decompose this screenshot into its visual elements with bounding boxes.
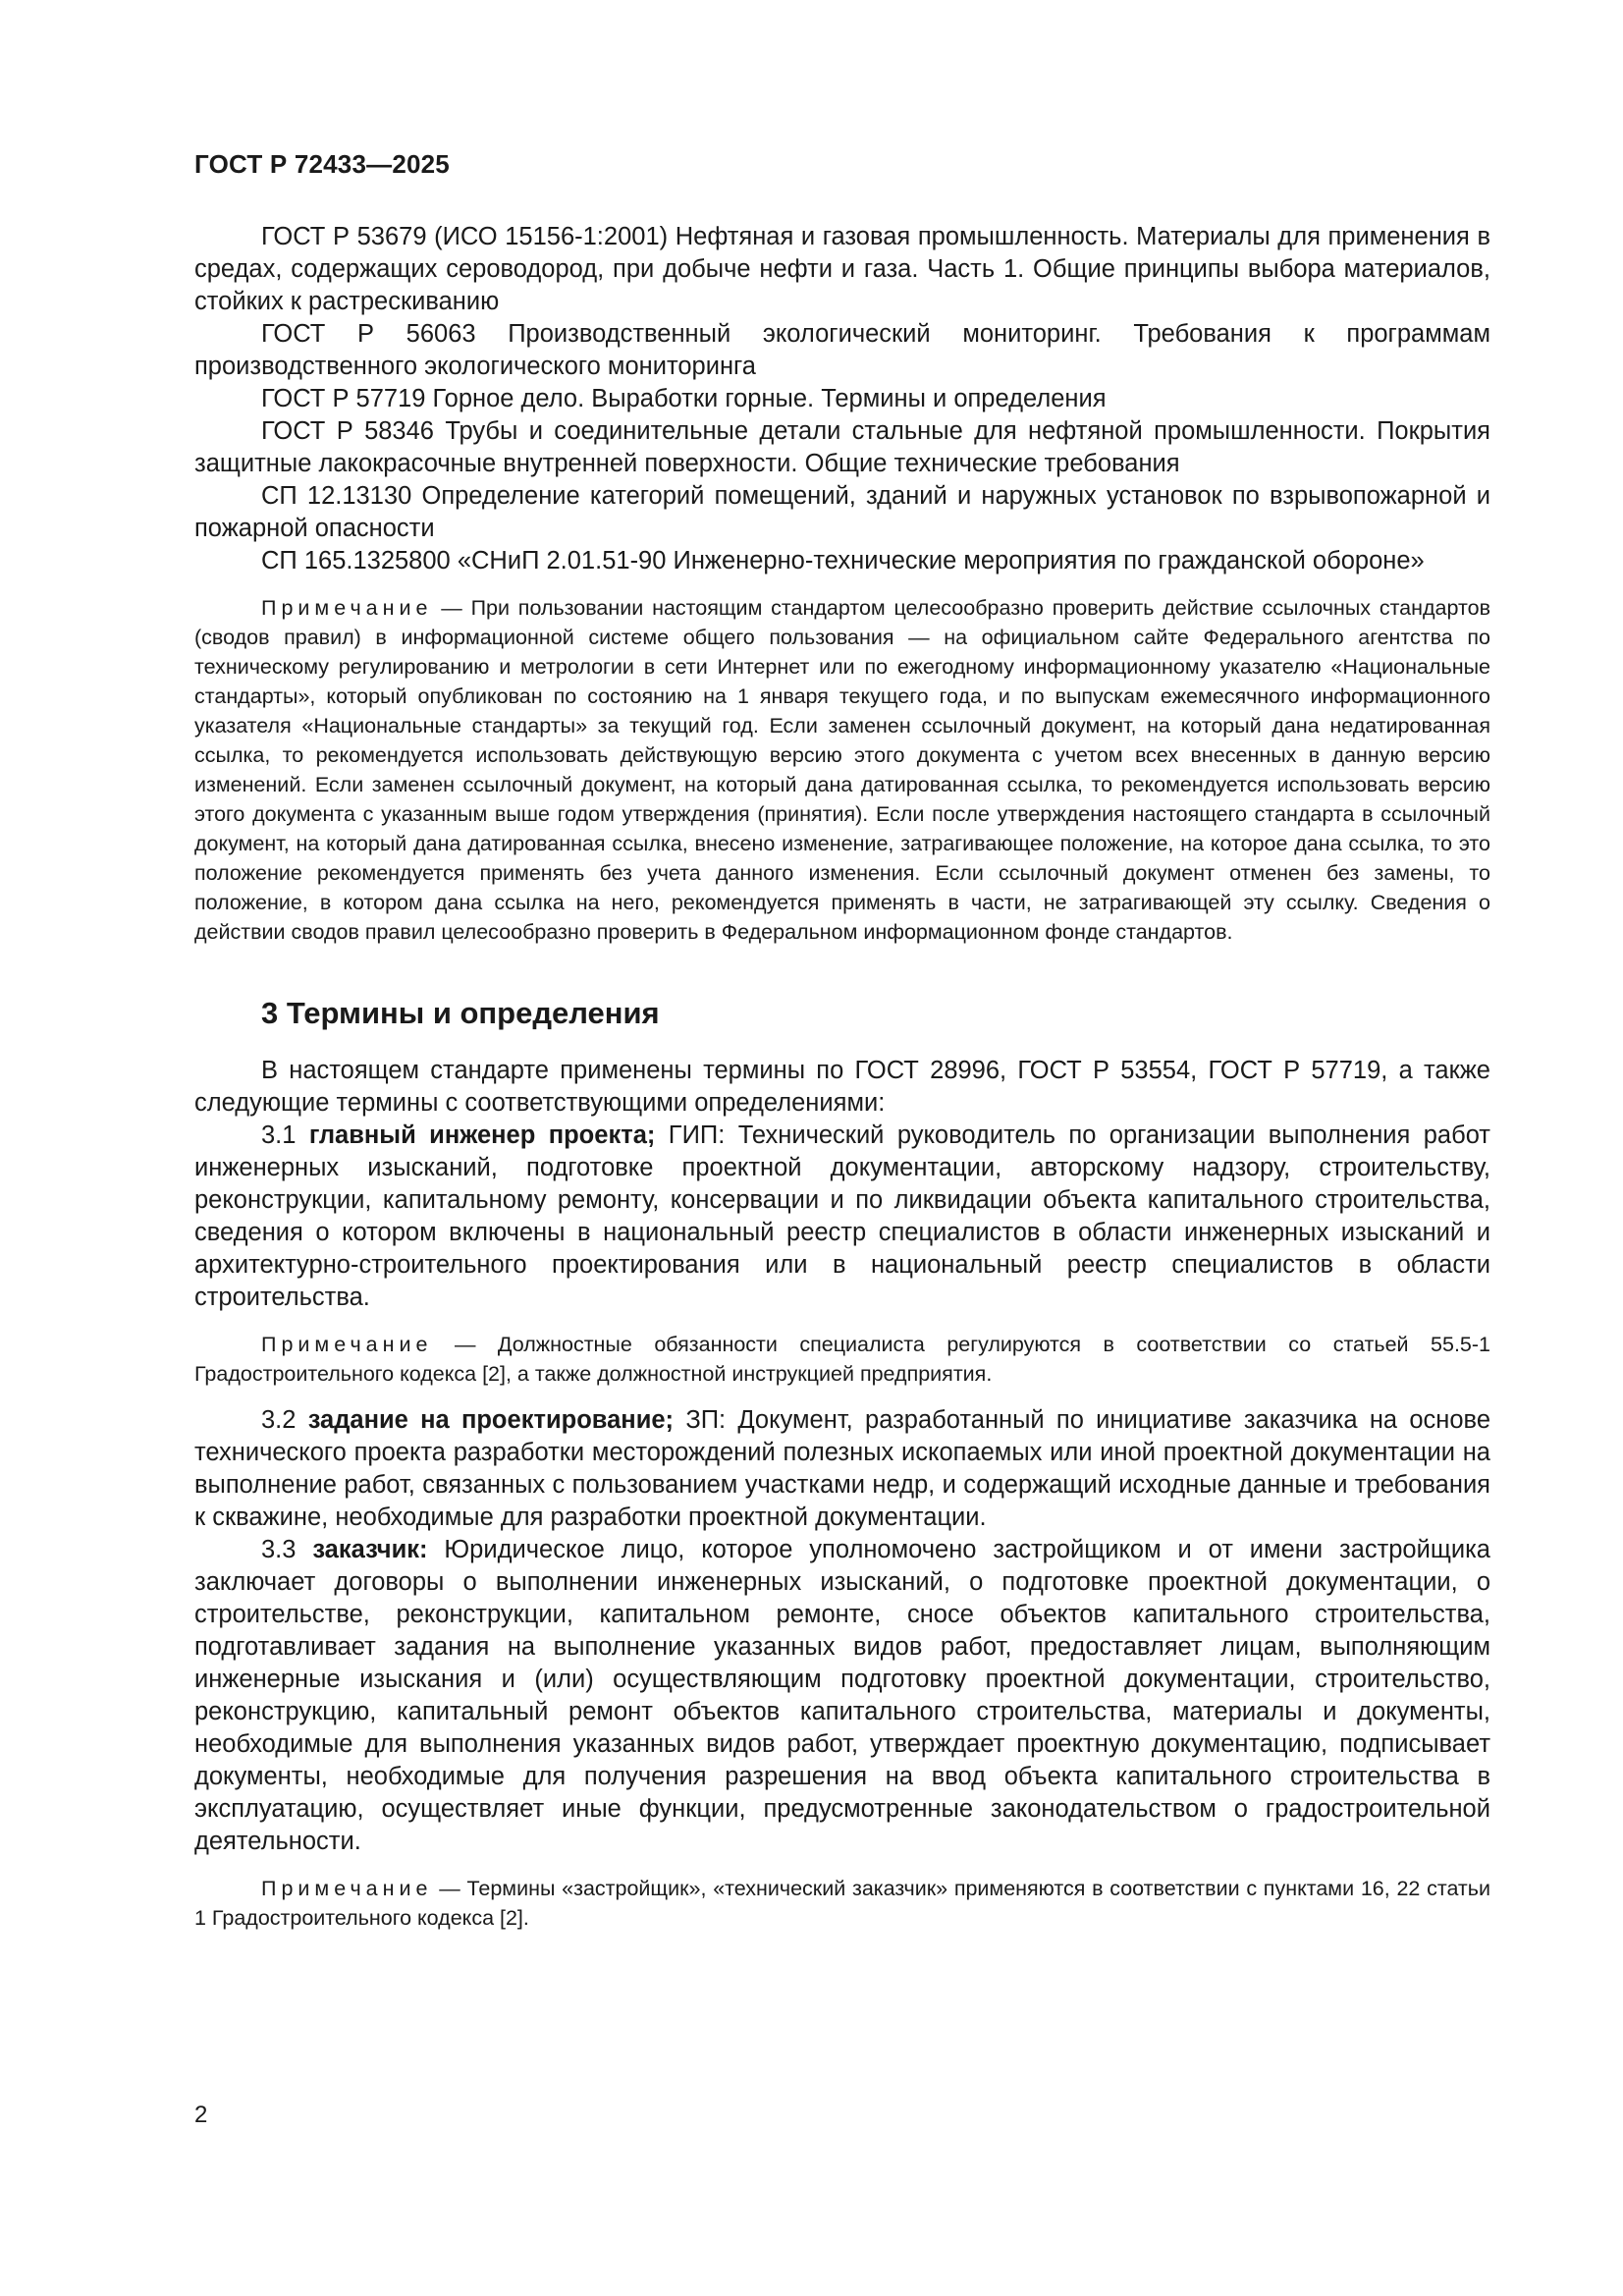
reference-item: ГОСТ Р 53679 (ИСО 15156-1:2001) Нефтяная и газовая промышленность. Материалы для применения в средах, содержащих сероводород, при добыче нефти и газа. Часть 1. Общие принципы выбора материалов, стойких к растрескиванию — [194, 223, 1490, 315]
reference-item: ГОСТ Р 57719 Горное дело. Выработки горные. Термины и определения — [261, 385, 1107, 412]
term-note — [194, 1330, 1490, 1389]
reference-item: ГОСТ Р 58346 Трубы и соединительные детали стальные для нефтяной промышленности. Покрытия защитные лакокрасочные внутренней поверхности. Общие технические требования — [194, 417, 1490, 477]
page-number: 2 — [194, 2102, 208, 2128]
section-title: 3 Термины и определения — [261, 996, 660, 1030]
term-entry — [194, 1120, 1490, 1314]
note-label: Примечание — [261, 1333, 433, 1356]
term-definition: ЗП: Документ, разработанный по инициативе заказчика на основе технического проекта разработки месторождений полезных ископаемых или иной проектной документации на выполнение работ, связанных с пользованием участками недр, и содержащий исходные данные и требования к скважине, необходимые для разработки проектной документации. — [194, 1406, 1491, 1531]
term-definition: ГИП: Технический руководитель по организации выполнения работ инженерных изысканий, подготовке проектной документации, авторскому надзору, строительству, реконструкции, капитальному ремонту, консервации и по ликвидации объекта капитального строительства, сведения о котором включены в национальный реестр специалистов в области инженерных изысканий и архитектурно-строительного проектирования или в национальный реестр специалистов в области строительства. — [194, 1121, 1490, 1311]
term-number: 3.2 — [261, 1406, 297, 1434]
reference-item: СП 165.1325800 «СНиП 2.01.51-90 Инженерно-технические мероприятия по гражданской обороне» — [261, 547, 1425, 574]
note-text: — При пользовании настоящим стандартом целесообразно проверить действие ссылочных стандартов (сводов правил) в информационной системе общего пользования — на официальном сайте Федерального агентства по техническому регулированию и метрологии в сети Интернет или по ежегодному информационному указателю «Национальные стандарты», который опубликован по состоянию на 1 января текущего года, и по выпускам ежемесячного информационного указателя «Национальные стандарты» за текущий год. Если заменен ссылочный документ, на который дана недатированная ссылка, то рекомендуется использовать действующую версию этого документа с учетом всех внесенных в данную версию изменений. Если заменен ссылочный документ, на который дана датированная ссылка, то рекомендуется использовать версию этого документа с указанным выше годом утверждения (принятия). Если после утверждения настоящего стандарта в ссылочный документ, на который дана датированная ссылка, внесено изменение, затрагивающее положение, на которое дана ссылка, то это положение рекомендуется применять без учета данного изменения. Если ссылочный документ отменен без замены, то положение, в котором дана ссылка на него, рекомендуется применять в части, не затрагивающей эту ссылку. Сведения о действии сводов правил целесообразно проверить в Федеральном информационном фонде стандартов. — [194, 596, 1490, 944]
references-note — [194, 593, 1490, 947]
note-text: — Должностные обязанности специалиста регулируются в соответствии со статьей 55.5-1 Градостроительного кодекса [2], а также должностной инструкцией предприятия. — [194, 1333, 1490, 1386]
note-label: Примечание — [261, 1877, 433, 1900]
document-code-header: ГОСТ Р 72433—2025 — [194, 149, 450, 179]
term-name: заказчик: — [312, 1536, 428, 1563]
section-intro: В настоящем стандарте применены термины по ГОСТ 28996, ГОСТ Р 53554, ГОСТ Р 57719, а также следующие термины с соответствующими определениями: — [194, 1057, 1490, 1117]
term-number: 3.3 — [261, 1536, 297, 1563]
reference-item: СП 12.13130 Определение категорий помещений, зданий и наружных установок по взрывопожарной и пожарной опасности — [194, 482, 1490, 542]
reference-item: ГОСТ Р 56063 Производственный экологический мониторинг. Требования к программам производственного экологического мониторинга — [194, 320, 1490, 380]
term-definition: Юридическое лицо, которое уполномочено застройщиком и от имени застройщика заключает договоры о выполнении инженерных изысканий, о подготовке проектной документации, о строительстве, реконструкции, капитальном ремонте, сносе объектов капитального строительства, подготавливает задания на выполнение указанных видов работ, предоставляет лицам, выполняющим инженерные изыскания и (или) осуществляющим подготовку проектной документации, строительство, реконструкцию, капитальный ремонт объектов капитального строительства, материалы и документы, необходимые для выполнения указанных видов работ, утверждает проектную документацию, подписывает документы, необходимые для получения разрешения на ввод объекта капитального строительства в эксплуатацию, осуществляет иные функции, предусмотренные законодательством о градостроительной деятельности. — [194, 1536, 1490, 1855]
term-entry — [194, 1534, 1490, 1858]
term-name: задание на проектирование; — [307, 1406, 675, 1434]
note-label: Примечание — [261, 596, 433, 620]
term-name: главный инженер проекта; — [308, 1121, 656, 1149]
term-number: 3.1 — [261, 1121, 297, 1149]
term-note — [194, 1874, 1490, 1933]
note-text: — Термины «застройщик», «технический заказчик» применяются в соответствии с пунктами 16, 22 статьи 1 Градостроительного кодекса [2]. — [194, 1877, 1490, 1930]
page-content — [194, 221, 1490, 1948]
term-entry — [194, 1404, 1490, 1534]
normative-references-list — [194, 221, 1490, 577]
